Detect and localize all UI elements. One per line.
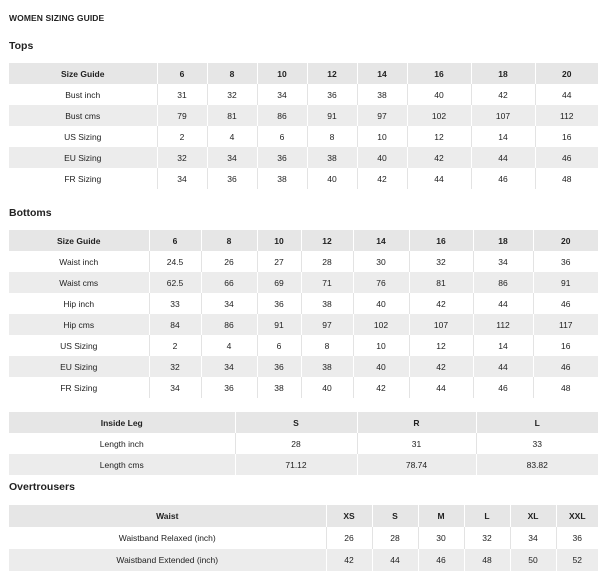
table-cell: 8: [307, 126, 357, 147]
table-row: [9, 377, 598, 398]
table-cell: 6: [257, 335, 301, 356]
table-cell: 30: [418, 527, 464, 549]
table-cell: 31: [157, 84, 207, 105]
row-label: Bust cms: [9, 105, 157, 126]
table-cell: 40: [353, 293, 409, 314]
table-cell: 42: [407, 147, 471, 168]
table-cell: 86: [257, 105, 307, 126]
size-column-header: 10: [257, 63, 307, 84]
table-cell: 76: [353, 272, 409, 293]
table-cell: 79: [157, 105, 207, 126]
table-cell: 28: [235, 433, 357, 454]
size-column-header: 14: [357, 63, 407, 84]
table-cell: 46: [535, 147, 598, 168]
tops-heading: Tops: [9, 40, 34, 52]
table-cell: 42: [353, 377, 409, 398]
table-cell: 32: [207, 84, 257, 105]
tops-size-table: [9, 63, 598, 189]
table-cell: 34: [257, 84, 307, 105]
size-column-header: 16: [407, 63, 471, 84]
table-cell: 40: [353, 356, 409, 377]
table-cell: 26: [201, 251, 257, 272]
table-row: [9, 168, 598, 189]
row-label-header: Waist: [9, 505, 326, 527]
table-cell: 14: [471, 126, 535, 147]
row-label: Hip inch: [9, 293, 149, 314]
table-cell: 42: [357, 168, 407, 189]
size-column-header: 10: [257, 230, 301, 251]
row-label: Hip cms: [9, 314, 149, 335]
table-cell: 36: [207, 168, 257, 189]
table-cell: 32: [409, 251, 473, 272]
table-cell: 44: [372, 549, 418, 571]
table-cell: 24.5: [149, 251, 201, 272]
table-cell: 44: [471, 147, 535, 168]
table-cell: 44: [535, 84, 598, 105]
row-label: Waistband Relaxed (inch): [9, 527, 326, 549]
table-cell: 32: [149, 356, 201, 377]
table-cell: 30: [353, 251, 409, 272]
size-column-header: 14: [353, 230, 409, 251]
table-cell: 112: [535, 105, 598, 126]
table-row: [9, 126, 598, 147]
table-cell: 4: [201, 335, 257, 356]
row-label-header: Inside Leg: [9, 412, 235, 433]
table-cell: 36: [257, 147, 307, 168]
size-column-header: 12: [301, 230, 353, 251]
table-cell: 34: [201, 356, 257, 377]
table-row: [9, 272, 598, 293]
size-column-header: 6: [149, 230, 201, 251]
table-cell: 12: [409, 335, 473, 356]
row-label: Waistband Extended (inch): [9, 549, 326, 571]
table-header-row: [9, 412, 598, 433]
table-row: [9, 251, 598, 272]
table-cell: 32: [464, 527, 510, 549]
table-cell: 14: [473, 335, 533, 356]
overtrousers-heading: Overtrousers: [9, 481, 75, 493]
table-cell: 32: [157, 147, 207, 168]
table-cell: 102: [353, 314, 409, 335]
table-cell: 46: [473, 377, 533, 398]
table-cell: 2: [157, 126, 207, 147]
table-cell: 91: [257, 314, 301, 335]
table-cell: 71.12: [235, 454, 357, 475]
table-cell: 38: [301, 293, 353, 314]
page-title: WOMEN SIZING GUIDE: [9, 13, 105, 23]
table-cell: 34: [149, 377, 201, 398]
row-label-header: Size Guide: [9, 230, 149, 251]
table-cell: 42: [471, 84, 535, 105]
table-cell: 112: [473, 314, 533, 335]
table-row: [9, 84, 598, 105]
row-label: Length cms: [9, 454, 235, 475]
table-cell: 38: [257, 168, 307, 189]
row-label: US Sizing: [9, 126, 157, 147]
table-cell: 44: [407, 168, 471, 189]
table-cell: 81: [409, 272, 473, 293]
table-cell: 97: [301, 314, 353, 335]
row-label: Waist inch: [9, 251, 149, 272]
table-cell: 38: [257, 377, 301, 398]
table-header-row: [9, 505, 598, 527]
table-cell: 16: [533, 335, 598, 356]
table-cell: 12: [407, 126, 471, 147]
inside-leg-table: [9, 412, 598, 475]
size-column-header: S: [372, 505, 418, 527]
table-row: [9, 335, 598, 356]
table-cell: 48: [464, 549, 510, 571]
table-cell: 102: [407, 105, 471, 126]
table-cell: 26: [326, 527, 372, 549]
table-cell: 27: [257, 251, 301, 272]
row-label: US Sizing: [9, 335, 149, 356]
table-cell: 44: [409, 377, 473, 398]
size-column-header: 16: [409, 230, 473, 251]
table-cell: 48: [535, 168, 598, 189]
table-row: [9, 454, 598, 475]
table-cell: 36: [201, 377, 257, 398]
row-label: EU Sizing: [9, 147, 157, 168]
row-label: EU Sizing: [9, 356, 149, 377]
bottoms-heading: Bottoms: [9, 207, 52, 219]
table-cell: 33: [149, 293, 201, 314]
table-cell: 36: [257, 293, 301, 314]
size-column-header: 8: [201, 230, 257, 251]
table-cell: 10: [353, 335, 409, 356]
table-cell: 34: [201, 293, 257, 314]
row-label: Length inch: [9, 433, 235, 454]
row-label: FR Sizing: [9, 168, 157, 189]
table-cell: 69: [257, 272, 301, 293]
bottoms-size-table: [9, 230, 598, 398]
table-cell: 36: [556, 527, 598, 549]
table-cell: 84: [149, 314, 201, 335]
size-column-header: XS: [326, 505, 372, 527]
table-cell: 44: [473, 356, 533, 377]
table-cell: 36: [307, 84, 357, 105]
table-cell: 31: [357, 433, 476, 454]
table-cell: 66: [201, 272, 257, 293]
table-row: [9, 433, 598, 454]
table-cell: 86: [473, 272, 533, 293]
table-cell: 42: [326, 549, 372, 571]
table-cell: 78.74: [357, 454, 476, 475]
table-row: [9, 147, 598, 168]
table-cell: 8: [301, 335, 353, 356]
table-cell: 91: [307, 105, 357, 126]
size-column-header: XL: [510, 505, 556, 527]
table-header-row: [9, 230, 598, 251]
table-row: [9, 105, 598, 126]
table-cell: 28: [301, 251, 353, 272]
size-column-header: 8: [207, 63, 257, 84]
table-cell: 40: [357, 147, 407, 168]
table-cell: 62.5: [149, 272, 201, 293]
size-column-header: XXL: [556, 505, 598, 527]
table-cell: 52: [556, 549, 598, 571]
size-column-header: M: [418, 505, 464, 527]
table-row: [9, 549, 598, 571]
table-cell: 42: [409, 356, 473, 377]
size-column-header: 18: [473, 230, 533, 251]
table-cell: 36: [257, 356, 301, 377]
table-cell: 97: [357, 105, 407, 126]
table-header-row: [9, 63, 598, 84]
table-cell: 81: [207, 105, 257, 126]
table-cell: 117: [533, 314, 598, 335]
size-column-header: L: [464, 505, 510, 527]
table-cell: 44: [473, 293, 533, 314]
table-cell: 86: [201, 314, 257, 335]
row-label-header: Size Guide: [9, 63, 157, 84]
table-row: [9, 527, 598, 549]
size-column-header: 6: [157, 63, 207, 84]
table-cell: 42: [409, 293, 473, 314]
table-cell: 40: [407, 84, 471, 105]
table-cell: 4: [207, 126, 257, 147]
overtrousers-table: [9, 505, 598, 571]
table-cell: 38: [301, 356, 353, 377]
table-cell: 46: [533, 356, 598, 377]
table-row: [9, 314, 598, 335]
table-cell: 91: [533, 272, 598, 293]
table-cell: 38: [357, 84, 407, 105]
table-cell: 40: [307, 168, 357, 189]
size-column-header: 20: [533, 230, 598, 251]
table-row: [9, 356, 598, 377]
table-cell: 46: [533, 293, 598, 314]
table-cell: 28: [372, 527, 418, 549]
table-cell: 6: [257, 126, 307, 147]
table-row: [9, 293, 598, 314]
size-column-header: S: [235, 412, 357, 433]
table-cell: 40: [301, 377, 353, 398]
row-label: Waist cms: [9, 272, 149, 293]
table-cell: 38: [307, 147, 357, 168]
table-cell: 16: [535, 126, 598, 147]
size-column-header: 18: [471, 63, 535, 84]
table-cell: 34: [207, 147, 257, 168]
row-label: FR Sizing: [9, 377, 149, 398]
size-column-header: 20: [535, 63, 598, 84]
row-label: Bust inch: [9, 84, 157, 105]
table-cell: 48: [533, 377, 598, 398]
table-cell: 34: [510, 527, 556, 549]
table-cell: 34: [157, 168, 207, 189]
table-cell: 2: [149, 335, 201, 356]
size-column-header: R: [357, 412, 476, 433]
table-cell: 46: [418, 549, 464, 571]
table-cell: 107: [471, 105, 535, 126]
table-cell: 33: [476, 433, 598, 454]
table-cell: 50: [510, 549, 556, 571]
table-cell: 83.82: [476, 454, 598, 475]
size-column-header: L: [476, 412, 598, 433]
table-cell: 46: [471, 168, 535, 189]
size-column-header: 12: [307, 63, 357, 84]
table-cell: 107: [409, 314, 473, 335]
table-cell: 36: [533, 251, 598, 272]
table-cell: 10: [357, 126, 407, 147]
table-cell: 34: [473, 251, 533, 272]
table-cell: 71: [301, 272, 353, 293]
